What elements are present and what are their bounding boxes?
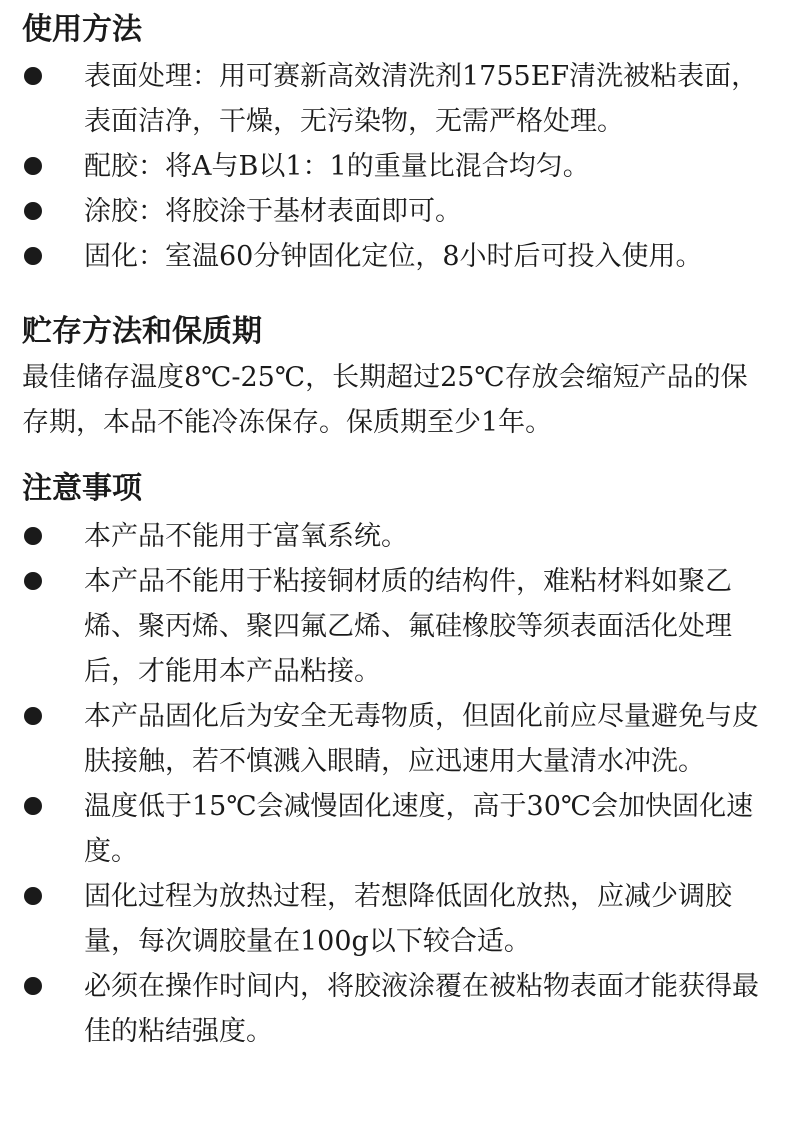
list-item bbox=[0, 54, 800, 144]
bullet-icon bbox=[24, 887, 42, 905]
list-item-text: 本产品固化后为安全无毒物质，但固化前应尽量避免与皮肤接触，若不慎溅入眼睛，应迅速用大量清水冲洗。 bbox=[84, 701, 759, 777]
list-item bbox=[0, 874, 800, 964]
list-item bbox=[0, 559, 800, 694]
usage-list bbox=[0, 54, 800, 279]
bullet-icon bbox=[24, 977, 42, 995]
section-title-notes: 注意事项 bbox=[22, 471, 142, 506]
bullet-icon bbox=[24, 572, 42, 590]
bullet-icon bbox=[24, 157, 42, 175]
list-item-text: 表面处理：用可赛新高效清洗剂1755EF清洗被粘表面，表面洁净，干燥，无污染物，无需严格处理。 bbox=[84, 61, 759, 137]
bullet-icon bbox=[24, 707, 42, 725]
list-item bbox=[0, 234, 800, 279]
list-item bbox=[0, 144, 800, 189]
bullet-icon bbox=[24, 527, 42, 545]
section-title-storage: 贮存方法和保质期 bbox=[22, 314, 262, 349]
list-item-text: 本产品不能用于富氧系统。 bbox=[84, 521, 408, 552]
list-item-text: 涂胶：将胶涂于基材表面即可。 bbox=[84, 196, 462, 227]
list-item-text: 温度低于15℃会减慢固化速度，高于30℃会加快固化速度。 bbox=[84, 791, 754, 867]
list-item bbox=[0, 514, 800, 559]
list-item-text: 配胶：将A与B以1：1的重量比混合均匀。 bbox=[84, 151, 590, 182]
page-bottom-crop bbox=[0, 1072, 800, 1134]
list-item bbox=[0, 189, 800, 234]
section-title-usage: 使用方法 bbox=[22, 12, 142, 47]
list-item bbox=[0, 784, 800, 874]
notes-list bbox=[0, 514, 800, 1054]
list-item bbox=[0, 964, 800, 1054]
list-item-text: 固化过程为放热过程，若想降低固化放热，应减少调胶量，每次调胶量在100g以下较合适。 bbox=[84, 881, 732, 957]
bullet-icon bbox=[24, 202, 42, 220]
bullet-icon bbox=[24, 797, 42, 815]
bullet-icon bbox=[24, 247, 42, 265]
list-item-text: 固化：室温60分钟固化定位，8小时后可投入使用。 bbox=[84, 241, 703, 272]
storage-paragraph: 最佳储存温度8℃-25℃，长期超过25℃存放会缩短产品的保存期，本品不能冷冻保存。保质期至少1年。 bbox=[22, 362, 748, 438]
list-item-text: 本产品不能用于粘接铜材质的结构件，难粘材料如聚乙烯、聚丙烯、聚四氟乙烯、氟硅橡胶等须表面活化处理后，才能用本产品粘接。 bbox=[84, 566, 732, 687]
list-item-text: 必须在操作时间内，将胶液涂覆在被粘物表面才能获得最佳的粘结强度。 bbox=[84, 971, 759, 1047]
list-item bbox=[0, 694, 800, 784]
bullet-icon bbox=[24, 67, 42, 85]
